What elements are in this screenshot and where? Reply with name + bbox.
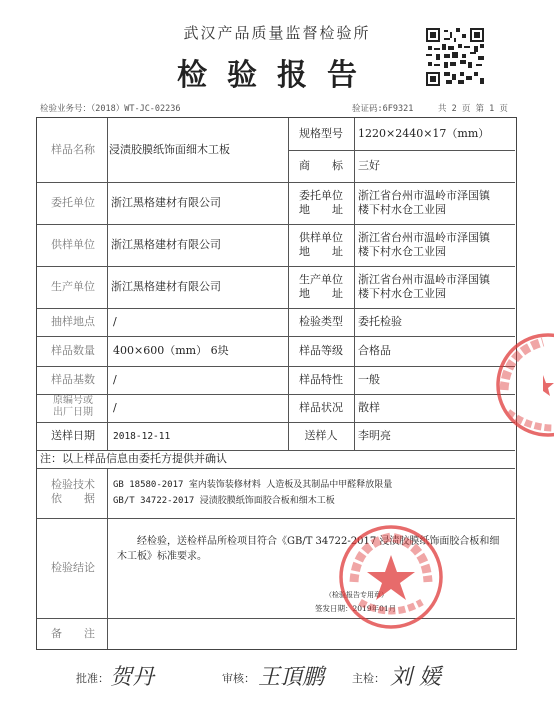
send-date-value: 2018-12-11 [113,431,171,442]
condition-value: 散样 [358,401,380,414]
orig-no-label: 原编号或 出厂日期 [53,395,93,418]
property-value: 一般 [358,373,380,386]
spec-label: 规格型号 [299,127,343,140]
client-label: 委托单位 [51,196,95,209]
condition-label: 样品状况 [299,401,343,414]
basis-line-1: GB 18580-2017 室内装饰装修材料 人造板及其制品中甲醛释放限量 [113,480,393,490]
sampling-place-label: 抽样地点 [51,315,95,328]
sampling-place-value: / [113,315,117,328]
quantity-label: 样品数量 [51,344,95,357]
business-number: 检验业务号：（2018）WT-JC-02236 [40,104,181,114]
verify-code: 验证码:6F9321 [352,104,414,114]
base-label: 样品基数 [51,373,95,386]
producer-value: 浙江黑格建材有限公司 [111,280,221,293]
inspection-type-label: 检验类型 [299,315,343,328]
spec-value: 1220×2440×17（mm） [358,127,490,140]
report-title: 检验报告 [177,58,377,93]
brand-label: 商 标 [299,159,343,172]
review-signature: 王頂鹏 [258,665,325,690]
issue-date: 签发日期：2019年01月 [315,604,397,613]
sample-name-label: 样品名称 [51,143,95,156]
conclusion-label: 检验结论 [51,561,95,574]
official-stamp-icon [336,522,446,632]
inspection-type-value: 委托检验 [358,315,402,328]
sender-value: 李明亮 [358,429,391,442]
client-address-label: 委托单位 地 址 [299,189,343,216]
page-indicator: 共 2 页 第 1 页 [438,104,508,114]
conclusion-text: 经检验，送检样品所检项目符合《GB/T 34722-2017 浸渍胶膜纸饰面胶合板和细木工板》标准要求。 [117,536,500,562]
main-inspector-signature: 刘 媛 [390,665,441,690]
approve-label: 批准： [76,672,109,685]
send-date-label: 送样日期 [51,429,95,442]
grade-label: 样品等级 [299,344,343,357]
quantity-value: 400×600（mm） 6块 [113,344,229,357]
supplier-value: 浙江黑格建材有限公司 [111,238,221,251]
producer-address-value: 浙江省台州市温岭市泽国镇 楼下村水仓工业园 [358,273,490,300]
producer-label: 生产单位 [51,280,95,293]
org-name: 武汉产品质量监督检验所 [183,24,371,42]
grade-value: 合格品 [358,344,391,357]
basis-label: 检验技术 依 据 [51,478,95,505]
qr-code-icon [426,28,484,86]
supplier-address-label: 供样单位 地 址 [299,231,343,258]
client-value: 浙江黑格建材有限公司 [111,196,221,209]
sender-label: 送样人 [304,429,338,442]
seam-stamp-icon [488,330,554,440]
supplier-label: 供样单位 [51,238,95,251]
brand-value: 三好 [358,159,380,172]
property-label: 样品特性 [299,373,343,386]
producer-address-label: 生产单位 地 址 [299,273,343,300]
main-inspector-label: 主检： [352,672,385,685]
stamp-caption: （检验报告专用章） [325,591,388,599]
client-address-value: 浙江省台州市温岭市泽国镇 楼下村水仓工业园 [358,189,490,216]
note-text: 注：以上样品信息由委托方提供并确认 [40,452,227,465]
approve-signature: 贺丹 [110,665,155,690]
supplier-address-value: 浙江省台州市温岭市泽国镇 楼下村水仓工业园 [358,231,490,258]
remarks-label: 备 注 [51,627,95,640]
review-label: 审核： [222,672,255,685]
sample-name-value: 浸渍胶膜纸饰面细木工板 [109,143,230,156]
base-value: / [113,373,117,386]
basis-line-2: GB/T 34722-2017 浸渍胶膜纸饰面胶合板和细木工板 [113,496,335,506]
orig-no-value: / [113,401,117,414]
